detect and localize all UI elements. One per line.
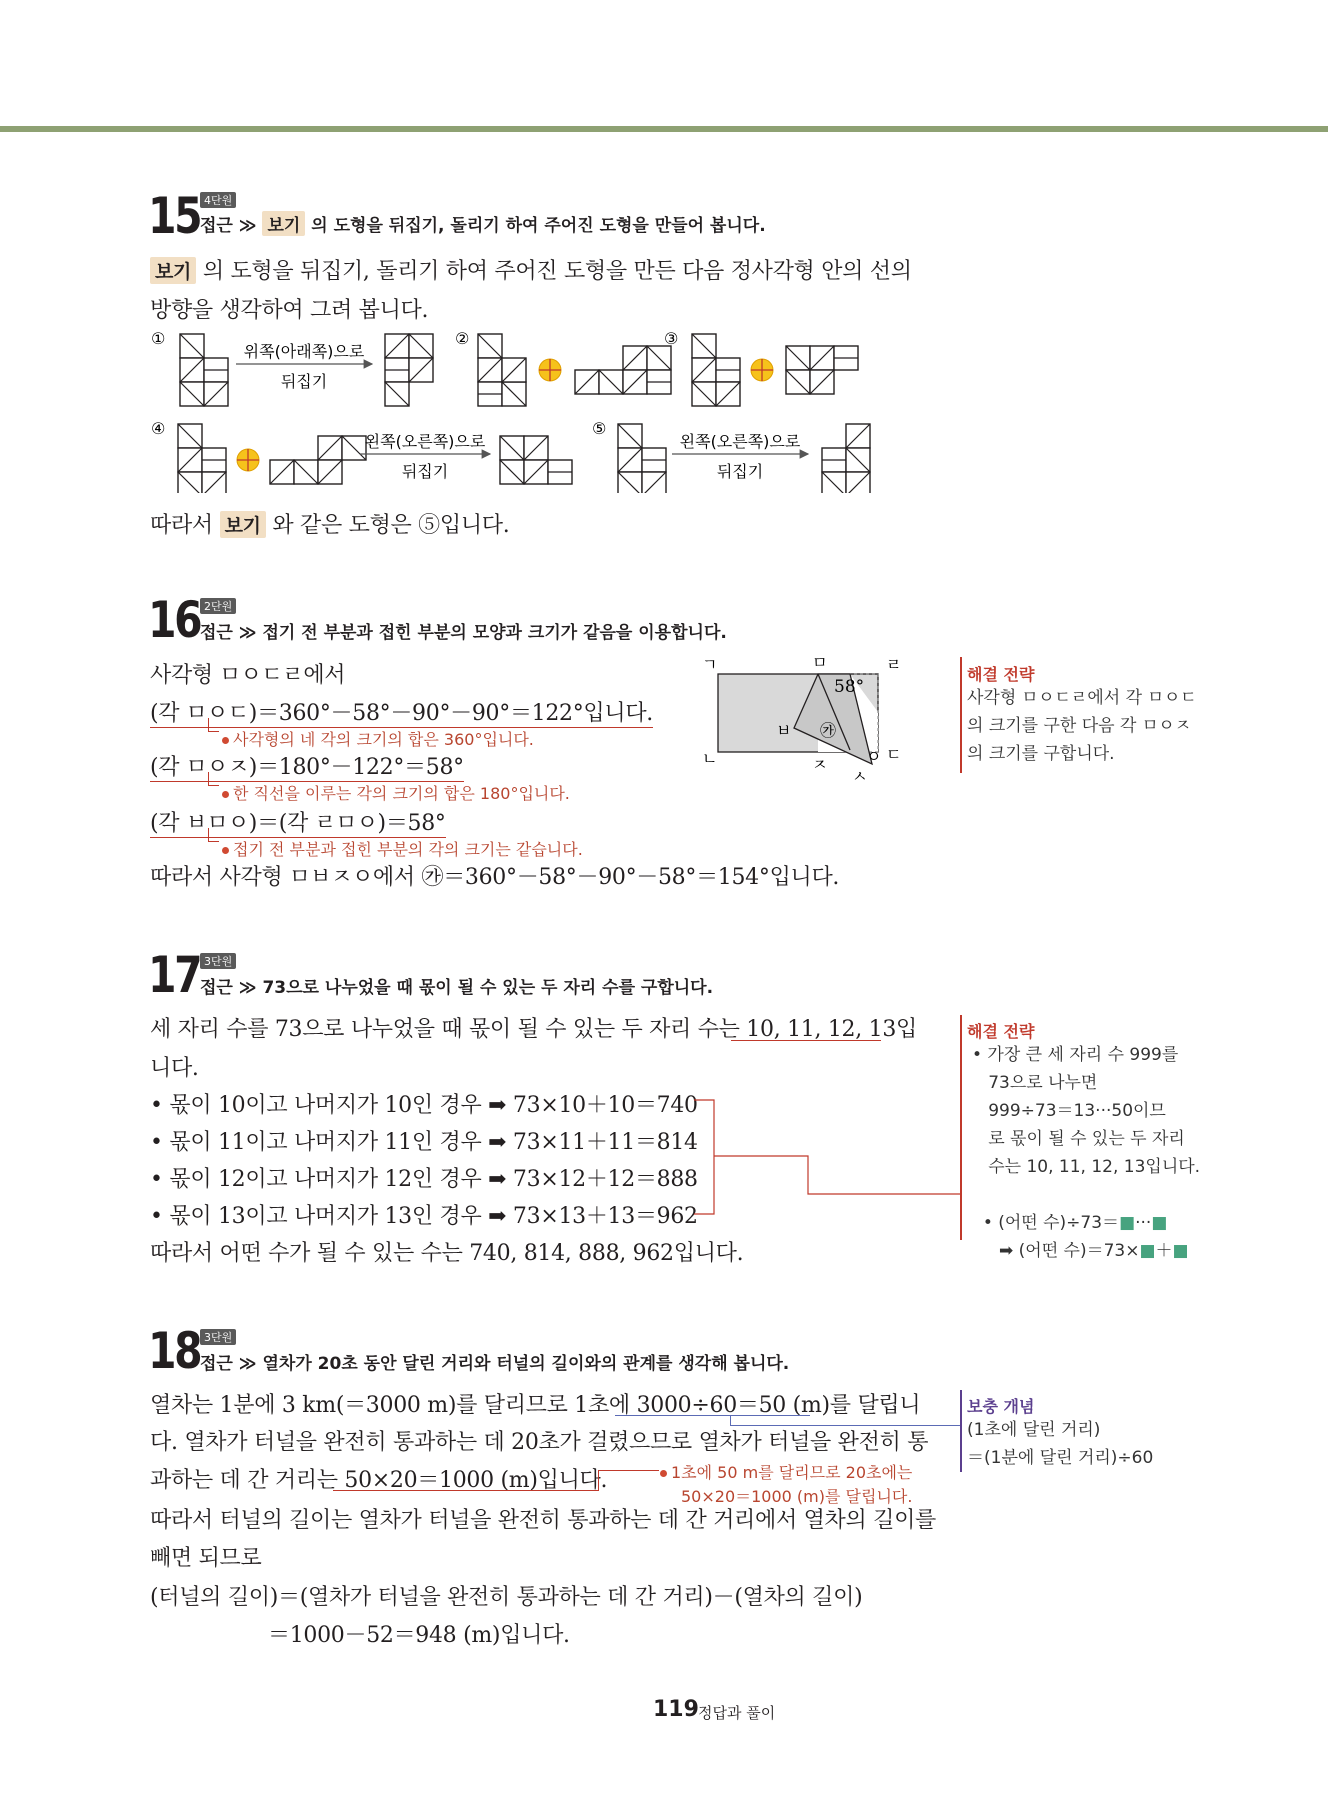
shape-2-result: [575, 346, 671, 394]
body-line: (각 ㅁㅇㄷ)＝360°－58°－90°－90°＝122°입니다.: [150, 696, 653, 728]
shape-1-result: [385, 334, 433, 406]
arrow-label-bottom: 뒤집기: [280, 372, 328, 391]
square-symbol: ■: [1151, 1213, 1168, 1233]
label-m: ㅁ: [812, 653, 828, 672]
note: [660, 1460, 912, 1483]
arrow-label-bottom: 뒤집기: [716, 462, 764, 481]
body-line: 열차는 1분에 3 km(＝3000 m)를 달리므로 1초에 3000÷60＝50 (m)를 달립니: [150, 1393, 921, 1418]
bracket-connector: [690, 1096, 970, 1226]
shape-1: [180, 334, 228, 406]
label-s: ㅅ: [852, 767, 868, 786]
side-bar: [960, 1390, 962, 1472]
body-line: (각 ㅂㅁㅇ)＝(각 ㄹㅁㅇ)＝58°: [150, 806, 446, 838]
approach-line: 접근 ≫ 열차가 20초 동안 달린 거리와 터널의 길이와의 관계를 생각해 봅니다.: [200, 1354, 790, 1374]
formula-text: • (어떤 수)÷73＝: [982, 1213, 1120, 1233]
footer-label: 정답과 풀이: [698, 1704, 776, 1722]
label-r: ㄹ: [886, 655, 902, 674]
approach-prefix: 접근 ≫: [200, 216, 257, 236]
bogi-box: 보기: [262, 211, 305, 236]
shape-3-result: [786, 346, 858, 394]
figure-number-2: ②: [455, 329, 470, 348]
shape-4: [178, 424, 226, 493]
rotate-icon: [539, 359, 561, 381]
shape-2: [478, 334, 526, 406]
note-text: 50×20＝1000 (m)를 달립니다.: [681, 1487, 913, 1506]
formula-text: ···: [1135, 1213, 1152, 1233]
note: [222, 727, 534, 750]
body-line: 방향을 생각하여 그려 봅니다.: [150, 298, 429, 323]
folded-rectangle-figure: [690, 652, 920, 792]
figure-number-4: ④: [151, 419, 166, 438]
body-line: (각 ㅁㅇㅈ)＝180°－122°＝58°: [150, 750, 464, 782]
shape-3: [692, 334, 740, 406]
note-text: 1초에 50 m를 달리므로 20초에는: [671, 1463, 913, 1482]
figure-number-1: ①: [151, 329, 166, 348]
top-accent-bar: [0, 126, 1328, 132]
transformation-figures: [140, 328, 900, 493]
approach-line: 접근 ≫ 73으로 나누었을 때 몫이 될 수 있는 두 자리 수를 구합니다.: [200, 978, 714, 998]
list-item: • 몫이 12이고 나머지가 12인 경우 ➡ 73×12＋12＝888: [150, 1167, 698, 1192]
approach-text: 의 도형을 뒤집기, 돌리기 하여 주어진 도형을 만들어 봅니다.: [311, 216, 766, 236]
side-formula: [972, 1209, 1189, 1265]
body-line: (터널의 길이)＝(열차가 터널을 완전히 통과하는 데 간 거리)－(열차의 길이): [150, 1585, 863, 1610]
underline: [333, 1490, 598, 1491]
square-symbol: ■: [1139, 1241, 1156, 1261]
body-line: 니다.: [150, 1056, 199, 1081]
approach-line: 접근 ≫ 접기 전 부분과 접힌 부분의 모양과 크기가 같음을 이용합니다.: [200, 623, 727, 643]
list-item: • 몫이 13이고 나머지가 13인 경우 ➡ 73×13＋13＝962: [150, 1204, 698, 1229]
note-text: 한 직선을 이루는 각의 크기의 합은 180°입니다.: [233, 784, 570, 803]
side-text: (1초에 달린 거리) ＝(1분에 달린 거리)÷60: [967, 1420, 1154, 1468]
note-connector: [208, 828, 219, 842]
body-line: 과하는 데 간 거리는 50×20＝1000 (m)입니다.: [150, 1468, 608, 1493]
body-line: [150, 254, 912, 285]
body-line: ＝1000－52＝948 (m)입니다.: [268, 1623, 570, 1648]
conclusion-line: [150, 508, 509, 539]
bogi-box: 보기: [220, 511, 266, 538]
label-n: ㄴ: [702, 749, 718, 768]
note-connector: [208, 718, 219, 732]
list-item: • 몫이 11이고 나머지가 11인 경우 ➡ 73×11＋11＝814: [150, 1130, 698, 1155]
body-line: 따라서 터널의 길이는 열차가 터널을 완전히 통과하는 데 간 거리에서 열차의 길이를: [150, 1508, 936, 1533]
note-text: 접기 전 부분과 접힌 부분의 각의 크기는 같습니다.: [233, 840, 583, 859]
note-text: 사각형의 네 각의 크기의 합은 360°입니다.: [233, 730, 534, 749]
list-item: • 몫이 10이고 나머지가 10인 경우 ➡ 73×10＋10＝740: [150, 1093, 698, 1118]
question-number-17: 17: [148, 946, 201, 1004]
note-connector: [208, 772, 219, 786]
note: [222, 781, 570, 804]
square-symbol: ■: [1119, 1213, 1136, 1233]
side-bar: [960, 657, 962, 773]
question-number-16: 16: [148, 591, 201, 649]
formula-text: ＋: [1155, 1241, 1173, 1261]
figure-number-5: ⑤: [592, 419, 607, 438]
shape-4-result: [500, 436, 572, 484]
square-symbol: ■: [1172, 1241, 1189, 1261]
body-text: 의 도형을 뒤집기, 돌리기 하여 주어진 도형을 만든 다음 정사각형 안의 선의: [202, 259, 912, 284]
body-line: 사각형 ㅁㅇㄷㄹ에서: [150, 663, 346, 688]
shape-5: [618, 424, 666, 493]
angle-label: 58°: [834, 677, 865, 697]
shape-4-mid: [270, 436, 366, 484]
question-number-18: 18: [148, 1322, 201, 1380]
rotate-icon: [751, 359, 773, 381]
shape-5-result: [822, 424, 870, 493]
note-connector: [598, 1470, 659, 1491]
conclusion-line: 따라서 사각형 ㅁㅂㅈㅇ에서 ㉮＝360°－58°－90°－58°＝154°입니다.: [150, 865, 840, 890]
underline: [731, 1040, 881, 1041]
body-text: 와 같은 도형은 ⑤입니다.: [272, 513, 510, 538]
unit-badge: 3단원: [200, 1329, 236, 1345]
label-j: ㅈ: [812, 755, 828, 774]
arrow-label-bottom: 뒤집기: [401, 462, 449, 481]
conclusion-line: 따라서 어떤 수가 될 수 있는 수는 740, 814, 888, 962입니다.: [150, 1241, 744, 1266]
unit-badge: 4단원: [200, 192, 236, 208]
rotate-icon: [237, 449, 259, 471]
label-d: ㄷ: [886, 745, 902, 764]
formula-text: ➡ (어떤 수)＝73×: [982, 1241, 1140, 1261]
body-line: 빼면 되므로: [150, 1546, 262, 1571]
note: [222, 837, 583, 860]
bogi-box: 보기: [150, 257, 196, 284]
label-o: ㅇ: [866, 747, 882, 766]
arrow-label-top: 위쪽(아래쪽)으로: [243, 342, 365, 361]
arrow-label-top: 왼쪽(오른쪽)으로: [364, 432, 486, 451]
label-ga: ㉮: [820, 721, 837, 740]
body-line: 세 자리 수를 73으로 나누었을 때 몫이 될 수 있는 두 자리 수는 10, 11, 12, 13입: [150, 1017, 917, 1042]
side-text: 사각형 ㅁㅇㄷㄹ에서 각 ㅁㅇㄷ 의 크기를 구한 다음 각 ㅁㅇㅈ 의 크기를 구합니다.: [967, 688, 1197, 764]
question-number-15: 15: [148, 187, 201, 245]
label-g: ㄱ: [702, 655, 718, 674]
side-bar: [960, 1015, 962, 1240]
figure-number-3: ③: [664, 329, 679, 348]
side-text: • 가장 큰 세 자리 수 999를 73으로 나누면 999÷73＝13···50이므 로 몫이 될 수 있는 두 자리 수는 10, 11, 12, 13입니다.: [972, 1045, 1201, 1177]
body-text: 따라서: [150, 513, 213, 538]
side-heading: 보충 개념: [967, 1397, 1035, 1416]
approach-line: [200, 211, 766, 236]
arrow-label-top: 왼쪽(오른쪽)으로: [679, 432, 801, 451]
body-line: 다. 열차가 터널을 완전히 통과하는 데 20초가 걸렸으므로 열차가 터널을 완전히 통: [150, 1430, 929, 1455]
unit-badge: 2단원: [200, 598, 236, 614]
side-heading: 해결 전략: [967, 665, 1035, 684]
label-b: ㅂ: [776, 721, 792, 740]
unit-badge: 3단원: [200, 953, 236, 969]
page-number: 119: [653, 1697, 699, 1722]
side-heading: 해결 전략: [967, 1022, 1035, 1041]
